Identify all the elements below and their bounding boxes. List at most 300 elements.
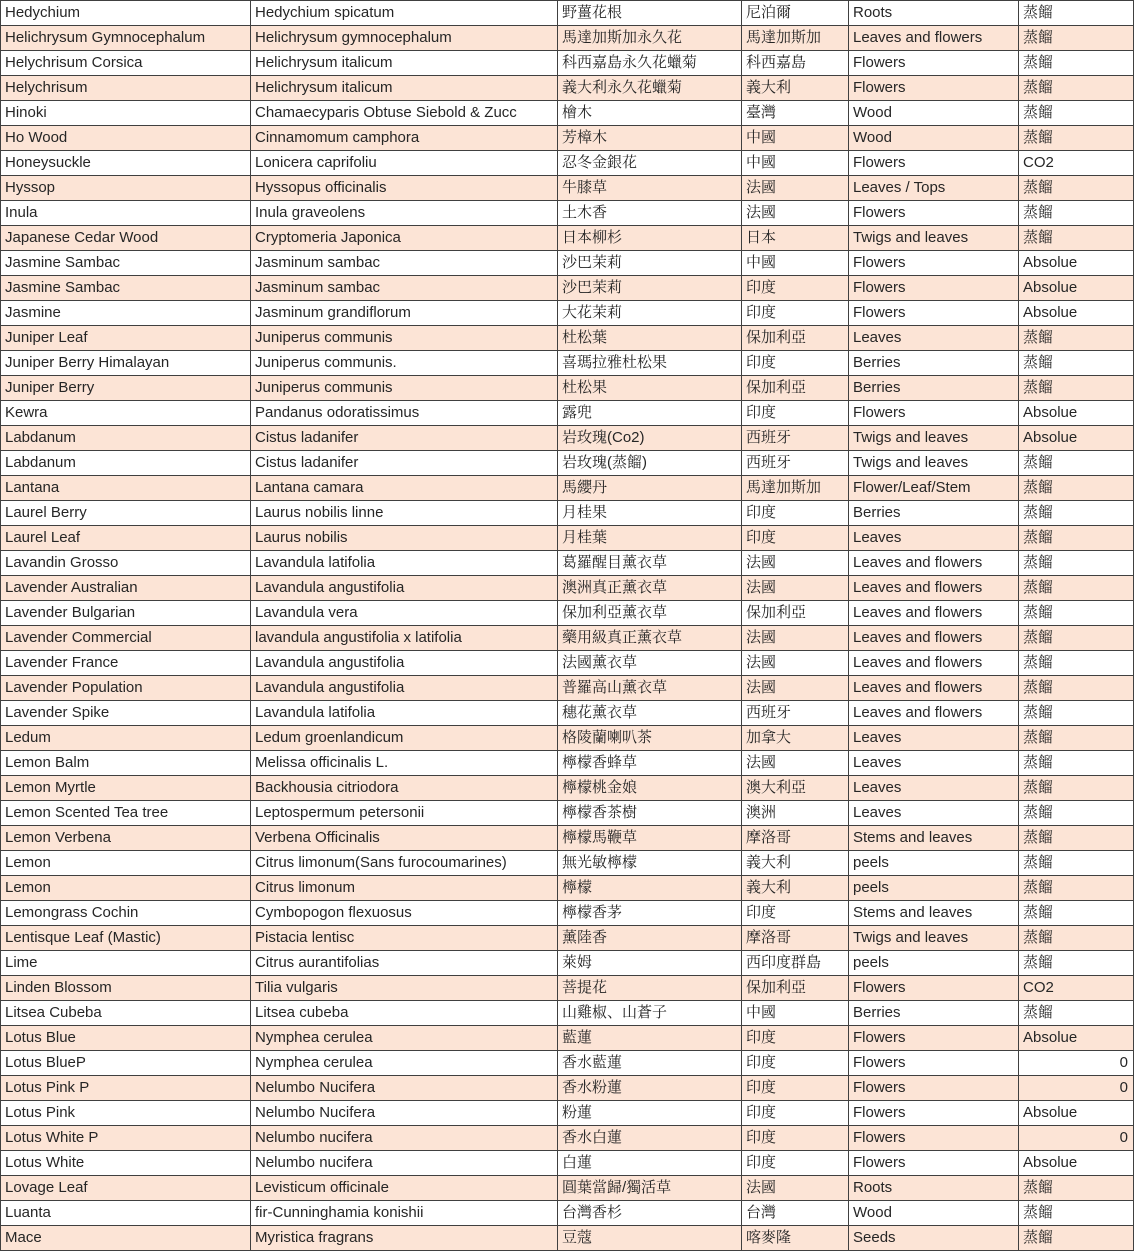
cell-plant-part[interactable]: Flowers [849, 1076, 1019, 1101]
cell-origin-country[interactable]: 義大利 [742, 76, 849, 101]
cell-extraction-method[interactable]: 蒸餾 [1019, 801, 1134, 826]
cell-common-name[interactable]: Lentisque Leaf (Mastic) [1, 926, 251, 951]
cell-plant-part[interactable]: Leaves [849, 751, 1019, 776]
cell-chinese-name[interactable]: 藍蓮 [558, 1026, 742, 1051]
cell-extraction-method[interactable]: 蒸餾 [1019, 551, 1134, 576]
cell-extraction-method[interactable]: 蒸餾 [1019, 126, 1134, 151]
cell-botanical-name[interactable]: Citrus limonum [251, 876, 558, 901]
cell-extraction-method[interactable]: 蒸餾 [1019, 76, 1134, 101]
cell-chinese-name[interactable]: 沙巴茉莉 [558, 276, 742, 301]
cell-chinese-name[interactable]: 白蓮 [558, 1151, 742, 1176]
cell-botanical-name[interactable]: Verbena Officinalis [251, 826, 558, 851]
cell-botanical-name[interactable]: Pistacia lentisc [251, 926, 558, 951]
cell-botanical-name[interactable]: Nymphea cerulea [251, 1051, 558, 1076]
cell-common-name[interactable]: Helychrisum Corsica [1, 51, 251, 76]
cell-origin-country[interactable]: 加拿大 [742, 726, 849, 751]
cell-botanical-name[interactable]: Myristica fragrans [251, 1226, 558, 1251]
cell-extraction-method[interactable]: 蒸餾 [1019, 101, 1134, 126]
cell-extraction-method[interactable]: Absolue [1019, 301, 1134, 326]
cell-extraction-method[interactable]: 蒸餾 [1019, 226, 1134, 251]
cell-botanical-name[interactable]: Jasminum grandiflorum [251, 301, 558, 326]
cell-common-name[interactable]: Lotus White P [1, 1126, 251, 1151]
cell-plant-part[interactable]: Stems and leaves [849, 901, 1019, 926]
cell-botanical-name[interactable]: Nelumbo Nucifera [251, 1101, 558, 1126]
cell-botanical-name[interactable]: Levisticum officinale [251, 1176, 558, 1201]
cell-plant-part[interactable]: Berries [849, 351, 1019, 376]
cell-origin-country[interactable]: 印度 [742, 351, 849, 376]
cell-plant-part[interactable]: peels [849, 876, 1019, 901]
cell-chinese-name[interactable]: 台灣香杉 [558, 1201, 742, 1226]
cell-botanical-name[interactable]: Melissa officinalis L. [251, 751, 558, 776]
cell-common-name[interactable]: Lavender Spike [1, 701, 251, 726]
cell-botanical-name[interactable]: Cinnamomum camphora [251, 126, 558, 151]
cell-botanical-name[interactable]: Inula graveolens [251, 201, 558, 226]
cell-origin-country[interactable]: 西印度群島 [742, 951, 849, 976]
cell-plant-part[interactable]: Leaves and flowers [849, 26, 1019, 51]
cell-botanical-name[interactable]: Citrus limonum(Sans furocoumarines) [251, 851, 558, 876]
cell-chinese-name[interactable]: 萊姆 [558, 951, 742, 976]
cell-extraction-method[interactable]: Absolue [1019, 276, 1134, 301]
cell-plant-part[interactable]: Stems and leaves [849, 826, 1019, 851]
cell-common-name[interactable]: Lavender Bulgarian [1, 601, 251, 626]
cell-chinese-name[interactable]: 檜木 [558, 101, 742, 126]
cell-origin-country[interactable]: 印度 [742, 526, 849, 551]
cell-extraction-method[interactable]: 蒸餾 [1019, 851, 1134, 876]
cell-origin-country[interactable]: 澳大利亞 [742, 776, 849, 801]
cell-chinese-name[interactable]: 圓葉當歸/獨活草 [558, 1176, 742, 1201]
cell-plant-part[interactable]: Twigs and leaves [849, 226, 1019, 251]
cell-origin-country[interactable]: 中國 [742, 151, 849, 176]
cell-botanical-name[interactable]: Backhousia citriodora [251, 776, 558, 801]
cell-common-name[interactable]: Lavandin Grosso [1, 551, 251, 576]
cell-common-name[interactable]: Mace [1, 1226, 251, 1251]
cell-botanical-name[interactable]: Hyssopus officinalis [251, 176, 558, 201]
cell-plant-part[interactable]: Flowers [849, 1051, 1019, 1076]
cell-chinese-name[interactable]: 粉蓮 [558, 1101, 742, 1126]
cell-origin-country[interactable]: 法國 [742, 551, 849, 576]
cell-plant-part[interactable]: peels [849, 851, 1019, 876]
cell-common-name[interactable]: Lemon [1, 876, 251, 901]
cell-chinese-name[interactable]: 薰陸香 [558, 926, 742, 951]
cell-extraction-method[interactable]: 蒸餾 [1019, 701, 1134, 726]
cell-plant-part[interactable]: Flowers [849, 151, 1019, 176]
cell-botanical-name[interactable]: Tilia vulgaris [251, 976, 558, 1001]
cell-common-name[interactable]: Hyssop [1, 176, 251, 201]
cell-chinese-name[interactable]: 香水白蓮 [558, 1126, 742, 1151]
cell-common-name[interactable]: Inula [1, 201, 251, 226]
cell-extraction-method[interactable]: 蒸餾 [1019, 901, 1134, 926]
cell-plant-part[interactable]: Flowers [849, 51, 1019, 76]
cell-extraction-method[interactable]: 蒸餾 [1019, 1201, 1134, 1226]
cell-extraction-method[interactable]: CO2 [1019, 976, 1134, 1001]
cell-chinese-name[interactable]: 檸檬香茅 [558, 901, 742, 926]
cell-extraction-method[interactable]: Absolue [1019, 1026, 1134, 1051]
cell-origin-country[interactable]: 印度 [742, 1076, 849, 1101]
cell-extraction-method[interactable]: 蒸餾 [1019, 626, 1134, 651]
cell-plant-part[interactable]: Flowers [849, 1101, 1019, 1126]
cell-chinese-name[interactable]: 杜松果 [558, 376, 742, 401]
cell-botanical-name[interactable]: Helichrysum italicum [251, 76, 558, 101]
cell-botanical-name[interactable]: Lavandula latifolia [251, 551, 558, 576]
cell-common-name[interactable]: Jasmine Sambac [1, 276, 251, 301]
cell-plant-part[interactable]: Seeds [849, 1226, 1019, 1251]
cell-plant-part[interactable]: Berries [849, 376, 1019, 401]
cell-chinese-name[interactable]: 無光敏檸檬 [558, 851, 742, 876]
cell-botanical-name[interactable]: Nelumbo nucifera [251, 1126, 558, 1151]
cell-origin-country[interactable]: 義大利 [742, 851, 849, 876]
cell-extraction-method[interactable]: 蒸餾 [1019, 951, 1134, 976]
cell-extraction-method[interactable]: Absolue [1019, 1151, 1134, 1176]
cell-common-name[interactable]: Laurel Berry [1, 501, 251, 526]
cell-common-name[interactable]: Juniper Leaf [1, 326, 251, 351]
cell-plant-part[interactable]: peels [849, 951, 1019, 976]
cell-botanical-name[interactable]: Lavandula angustifolia [251, 676, 558, 701]
cell-origin-country[interactable]: 法國 [742, 651, 849, 676]
cell-chinese-name[interactable]: 香水粉蓮 [558, 1076, 742, 1101]
cell-common-name[interactable]: Honeysuckle [1, 151, 251, 176]
cell-plant-part[interactable]: Leaves [849, 526, 1019, 551]
cell-botanical-name[interactable]: Nelumbo Nucifera [251, 1076, 558, 1101]
cell-botanical-name[interactable]: Cymbopogon flexuosus [251, 901, 558, 926]
cell-origin-country[interactable]: 保加利亞 [742, 326, 849, 351]
cell-chinese-name[interactable]: 牛膝草 [558, 176, 742, 201]
cell-common-name[interactable]: Lotus Pink P [1, 1076, 251, 1101]
cell-origin-country[interactable]: 印度 [742, 401, 849, 426]
cell-botanical-name[interactable]: Juniperus communis. [251, 351, 558, 376]
cell-plant-part[interactable]: Flowers [849, 201, 1019, 226]
cell-origin-country[interactable]: 日本 [742, 226, 849, 251]
cell-chinese-name[interactable]: 澳洲真正薰衣草 [558, 576, 742, 601]
cell-extraction-method[interactable]: Absolue [1019, 1101, 1134, 1126]
cell-botanical-name[interactable]: Leptospermum petersonii [251, 801, 558, 826]
cell-common-name[interactable]: Lotus Blue [1, 1026, 251, 1051]
cell-extraction-method[interactable]: 蒸餾 [1019, 926, 1134, 951]
cell-botanical-name[interactable]: Lavandula vera [251, 601, 558, 626]
cell-extraction-method[interactable]: 蒸餾 [1019, 601, 1134, 626]
cell-chinese-name[interactable]: 露兜 [558, 401, 742, 426]
cell-origin-country[interactable]: 法國 [742, 751, 849, 776]
cell-common-name[interactable]: Lotus White [1, 1151, 251, 1176]
cell-extraction-method[interactable]: 0 [1019, 1126, 1134, 1151]
cell-plant-part[interactable]: Leaves and flowers [849, 601, 1019, 626]
cell-extraction-method[interactable]: 蒸餾 [1019, 676, 1134, 701]
cell-origin-country[interactable]: 西班牙 [742, 426, 849, 451]
cell-extraction-method[interactable]: 蒸餾 [1019, 176, 1134, 201]
cell-common-name[interactable]: Juniper Berry Himalayan [1, 351, 251, 376]
cell-plant-part[interactable]: Flowers [849, 976, 1019, 1001]
cell-chinese-name[interactable]: 喜瑪拉雅杜松果 [558, 351, 742, 376]
cell-extraction-method[interactable]: 蒸餾 [1019, 376, 1134, 401]
cell-botanical-name[interactable]: Laurus nobilis [251, 526, 558, 551]
cell-chinese-name[interactable]: 葛羅醒目薰衣草 [558, 551, 742, 576]
cell-plant-part[interactable]: Wood [849, 1201, 1019, 1226]
cell-common-name[interactable]: Hedychium [1, 1, 251, 26]
cell-chinese-name[interactable]: 檸檬香蜂草 [558, 751, 742, 776]
cell-origin-country[interactable]: 義大利 [742, 876, 849, 901]
cell-common-name[interactable]: Japanese Cedar Wood [1, 226, 251, 251]
cell-extraction-method[interactable]: 蒸餾 [1019, 1001, 1134, 1026]
cell-origin-country[interactable]: 印度 [742, 1101, 849, 1126]
cell-plant-part[interactable]: Wood [849, 101, 1019, 126]
cell-origin-country[interactable]: 喀麥隆 [742, 1226, 849, 1251]
cell-botanical-name[interactable]: Pandanus odoratissimus [251, 401, 558, 426]
cell-common-name[interactable]: Lemon Myrtle [1, 776, 251, 801]
cell-plant-part[interactable]: Leaves and flowers [849, 551, 1019, 576]
cell-botanical-name[interactable]: Hedychium spicatum [251, 1, 558, 26]
cell-common-name[interactable]: Lemon [1, 851, 251, 876]
cell-extraction-method[interactable]: 蒸餾 [1019, 201, 1134, 226]
cell-common-name[interactable]: Lemongrass Cochin [1, 901, 251, 926]
cell-plant-part[interactable]: Twigs and leaves [849, 451, 1019, 476]
cell-chinese-name[interactable]: 菩提花 [558, 976, 742, 1001]
cell-common-name[interactable]: Lavender Australian [1, 576, 251, 601]
cell-origin-country[interactable]: 科西嘉島 [742, 51, 849, 76]
cell-chinese-name[interactable]: 馬達加斯加永久花 [558, 26, 742, 51]
cell-common-name[interactable]: Labdanum [1, 426, 251, 451]
cell-chinese-name[interactable]: 檸檬馬鞭草 [558, 826, 742, 851]
cell-botanical-name[interactable]: Lonicera caprifoliu [251, 151, 558, 176]
cell-common-name[interactable]: Ho Wood [1, 126, 251, 151]
cell-plant-part[interactable]: Berries [849, 501, 1019, 526]
cell-origin-country[interactable]: 尼泊爾 [742, 1, 849, 26]
cell-botanical-name[interactable]: fir-Cunninghamia konishii [251, 1201, 558, 1226]
cell-extraction-method[interactable]: 蒸餾 [1019, 776, 1134, 801]
cell-botanical-name[interactable]: Lavandula angustifolia [251, 576, 558, 601]
cell-common-name[interactable]: Linden Blossom [1, 976, 251, 1001]
cell-plant-part[interactable]: Flowers [849, 276, 1019, 301]
cell-botanical-name[interactable]: Citrus aurantifolias [251, 951, 558, 976]
cell-origin-country[interactable]: 澳洲 [742, 801, 849, 826]
cell-chinese-name[interactable]: 土木香 [558, 201, 742, 226]
cell-origin-country[interactable]: 印度 [742, 276, 849, 301]
cell-plant-part[interactable]: Leaves and flowers [849, 676, 1019, 701]
cell-origin-country[interactable]: 印度 [742, 1126, 849, 1151]
cell-botanical-name[interactable]: Lantana camara [251, 476, 558, 501]
cell-plant-part[interactable]: Twigs and leaves [849, 426, 1019, 451]
cell-plant-part[interactable]: Leaves [849, 776, 1019, 801]
cell-plant-part[interactable]: Flowers [849, 401, 1019, 426]
cell-common-name[interactable]: Lavender France [1, 651, 251, 676]
cell-extraction-method[interactable]: 蒸餾 [1019, 1226, 1134, 1251]
cell-chinese-name[interactable]: 大花茉莉 [558, 301, 742, 326]
cell-chinese-name[interactable]: 芳樟木 [558, 126, 742, 151]
cell-extraction-method[interactable]: 蒸餾 [1019, 1176, 1134, 1201]
cell-plant-part[interactable]: Flowers [849, 76, 1019, 101]
cell-origin-country[interactable]: 印度 [742, 501, 849, 526]
cell-common-name[interactable]: Luanta [1, 1201, 251, 1226]
cell-common-name[interactable]: Lime [1, 951, 251, 976]
cell-origin-country[interactable]: 法國 [742, 1176, 849, 1201]
cell-extraction-method[interactable]: 蒸餾 [1019, 26, 1134, 51]
cell-origin-country[interactable]: 馬達加斯加 [742, 26, 849, 51]
cell-extraction-method[interactable]: 蒸餾 [1019, 51, 1134, 76]
cell-origin-country[interactable]: 保加利亞 [742, 976, 849, 1001]
cell-botanical-name[interactable]: Ledum groenlandicum [251, 726, 558, 751]
cell-common-name[interactable]: Lemon Verbena [1, 826, 251, 851]
cell-extraction-method[interactable]: 0 [1019, 1076, 1134, 1101]
cell-origin-country[interactable]: 台灣 [742, 1201, 849, 1226]
cell-origin-country[interactable]: 印度 [742, 1151, 849, 1176]
cell-botanical-name[interactable]: Jasminum sambac [251, 251, 558, 276]
cell-plant-part[interactable]: Twigs and leaves [849, 926, 1019, 951]
cell-botanical-name[interactable]: Helichrysum gymnocephalum [251, 26, 558, 51]
cell-common-name[interactable]: Jasmine [1, 301, 251, 326]
cell-common-name[interactable]: Lavender Population [1, 676, 251, 701]
cell-chinese-name[interactable]: 香水藍蓮 [558, 1051, 742, 1076]
cell-botanical-name[interactable]: Laurus nobilis linne [251, 501, 558, 526]
cell-chinese-name[interactable]: 岩玫瑰(蒸餾) [558, 451, 742, 476]
cell-extraction-method[interactable]: 蒸餾 [1019, 576, 1134, 601]
cell-plant-part[interactable]: Flowers [849, 301, 1019, 326]
cell-botanical-name[interactable]: Cryptomeria Japonica [251, 226, 558, 251]
cell-chinese-name[interactable]: 法國薰衣草 [558, 651, 742, 676]
cell-plant-part[interactable]: Wood [849, 126, 1019, 151]
cell-origin-country[interactable]: 西班牙 [742, 451, 849, 476]
cell-chinese-name[interactable]: 日本柳杉 [558, 226, 742, 251]
cell-plant-part[interactable]: Leaves and flowers [849, 701, 1019, 726]
cell-botanical-name[interactable]: Jasminum sambac [251, 276, 558, 301]
cell-origin-country[interactable]: 印度 [742, 901, 849, 926]
cell-plant-part[interactable]: Leaves [849, 326, 1019, 351]
cell-origin-country[interactable]: 保加利亞 [742, 376, 849, 401]
cell-extraction-method[interactable]: 蒸餾 [1019, 651, 1134, 676]
cell-extraction-method[interactable]: 蒸餾 [1019, 751, 1134, 776]
cell-common-name[interactable]: Helychrisum [1, 76, 251, 101]
cell-extraction-method[interactable]: Absolue [1019, 251, 1134, 276]
cell-extraction-method[interactable]: 蒸餾 [1019, 876, 1134, 901]
cell-chinese-name[interactable]: 格陵蘭喇叭茶 [558, 726, 742, 751]
cell-chinese-name[interactable]: 忍冬金銀花 [558, 151, 742, 176]
cell-plant-part[interactable]: Leaves [849, 801, 1019, 826]
cell-botanical-name[interactable]: Cistus ladanifer [251, 426, 558, 451]
cell-origin-country[interactable]: 中國 [742, 1001, 849, 1026]
cell-botanical-name[interactable]: Juniperus communis [251, 326, 558, 351]
cell-common-name[interactable]: Labdanum [1, 451, 251, 476]
cell-plant-part[interactable]: Leaves and flowers [849, 626, 1019, 651]
cell-chinese-name[interactable]: 科西嘉島永久花蠟菊 [558, 51, 742, 76]
cell-chinese-name[interactable]: 普羅高山薰衣草 [558, 676, 742, 701]
cell-botanical-name[interactable]: Litsea cubeba [251, 1001, 558, 1026]
cell-common-name[interactable]: Lemon Scented Tea tree [1, 801, 251, 826]
cell-chinese-name[interactable]: 山雞椒、山蒼子 [558, 1001, 742, 1026]
cell-origin-country[interactable]: 馬達加斯加 [742, 476, 849, 501]
cell-origin-country[interactable]: 中國 [742, 251, 849, 276]
cell-chinese-name[interactable]: 杜松葉 [558, 326, 742, 351]
cell-plant-part[interactable]: Leaves / Tops [849, 176, 1019, 201]
cell-origin-country[interactable]: 法國 [742, 626, 849, 651]
cell-plant-part[interactable]: Roots [849, 1176, 1019, 1201]
cell-common-name[interactable]: Lantana [1, 476, 251, 501]
cell-plant-part[interactable]: Leaves and flowers [849, 651, 1019, 676]
cell-common-name[interactable]: Litsea Cubeba [1, 1001, 251, 1026]
cell-origin-country[interactable]: 印度 [742, 301, 849, 326]
cell-plant-part[interactable]: Berries [849, 1001, 1019, 1026]
cell-origin-country[interactable]: 臺灣 [742, 101, 849, 126]
cell-common-name[interactable]: Kewra [1, 401, 251, 426]
cell-origin-country[interactable]: 法國 [742, 576, 849, 601]
cell-chinese-name[interactable]: 野薑花根 [558, 1, 742, 26]
cell-extraction-method[interactable]: 蒸餾 [1019, 326, 1134, 351]
cell-botanical-name[interactable]: Cistus ladanifer [251, 451, 558, 476]
cell-origin-country[interactable]: 印度 [742, 1051, 849, 1076]
cell-common-name[interactable]: Hinoki [1, 101, 251, 126]
cell-botanical-name[interactable]: Lavandula angustifolia [251, 651, 558, 676]
cell-chinese-name[interactable]: 保加利亞薰衣草 [558, 601, 742, 626]
cell-botanical-name[interactable]: Nymphea cerulea [251, 1026, 558, 1051]
cell-common-name[interactable]: Juniper Berry [1, 376, 251, 401]
cell-botanical-name[interactable]: Nelumbo nucifera [251, 1151, 558, 1176]
cell-chinese-name[interactable]: 月桂果 [558, 501, 742, 526]
cell-chinese-name[interactable]: 藥用級真正薰衣草 [558, 626, 742, 651]
cell-origin-country[interactable]: 法國 [742, 676, 849, 701]
cell-botanical-name[interactable]: lavandula angustifolia x latifolia [251, 626, 558, 651]
cell-plant-part[interactable]: Roots [849, 1, 1019, 26]
cell-extraction-method[interactable]: 蒸餾 [1019, 726, 1134, 751]
cell-extraction-method[interactable]: 蒸餾 [1019, 476, 1134, 501]
cell-botanical-name[interactable]: Helichrysum italicum [251, 51, 558, 76]
cell-chinese-name[interactable]: 檸檬 [558, 876, 742, 901]
cell-origin-country[interactable]: 西班牙 [742, 701, 849, 726]
cell-extraction-method[interactable]: Absolue [1019, 401, 1134, 426]
cell-botanical-name[interactable]: Chamaecyparis Obtuse Siebold & Zucc [251, 101, 558, 126]
cell-chinese-name[interactable]: 馬纓丹 [558, 476, 742, 501]
cell-plant-part[interactable]: Leaves [849, 726, 1019, 751]
cell-chinese-name[interactable]: 義大利永久花蠟菊 [558, 76, 742, 101]
cell-chinese-name[interactable]: 豆蔻 [558, 1226, 742, 1251]
cell-plant-part[interactable]: Flowers [849, 1126, 1019, 1151]
cell-extraction-method[interactable]: 蒸餾 [1019, 351, 1134, 376]
cell-chinese-name[interactable]: 沙巴茉莉 [558, 251, 742, 276]
cell-plant-part[interactable]: Leaves and flowers [849, 576, 1019, 601]
cell-extraction-method[interactable]: Absolue [1019, 426, 1134, 451]
cell-common-name[interactable]: Lavender Commercial [1, 626, 251, 651]
cell-origin-country[interactable]: 法國 [742, 176, 849, 201]
cell-extraction-method[interactable]: 蒸餾 [1019, 451, 1134, 476]
cell-common-name[interactable]: Lotus BlueP [1, 1051, 251, 1076]
cell-chinese-name[interactable]: 岩玫瑰(Co2) [558, 426, 742, 451]
cell-origin-country[interactable]: 法國 [742, 201, 849, 226]
cell-common-name[interactable]: Jasmine Sambac [1, 251, 251, 276]
cell-extraction-method[interactable]: 蒸餾 [1019, 501, 1134, 526]
cell-common-name[interactable]: Lovage Leaf [1, 1176, 251, 1201]
cell-common-name[interactable]: Lemon Balm [1, 751, 251, 776]
cell-botanical-name[interactable]: Juniperus communis [251, 376, 558, 401]
cell-origin-country[interactable]: 中國 [742, 126, 849, 151]
cell-plant-part[interactable]: Flowers [849, 1026, 1019, 1051]
cell-botanical-name[interactable]: Lavandula latifolia [251, 701, 558, 726]
cell-origin-country[interactable]: 摩洛哥 [742, 826, 849, 851]
cell-extraction-method[interactable]: 蒸餾 [1019, 1, 1134, 26]
cell-plant-part[interactable]: Flowers [849, 1151, 1019, 1176]
cell-common-name[interactable]: Lotus Pink [1, 1101, 251, 1126]
cell-origin-country[interactable]: 保加利亞 [742, 601, 849, 626]
cell-origin-country[interactable]: 摩洛哥 [742, 926, 849, 951]
cell-plant-part[interactable]: Flower/Leaf/Stem [849, 476, 1019, 501]
cell-plant-part[interactable]: Flowers [849, 251, 1019, 276]
cell-origin-country[interactable]: 印度 [742, 1026, 849, 1051]
cell-chinese-name[interactable]: 檸檬香茶樹 [558, 801, 742, 826]
cell-chinese-name[interactable]: 穗花薰衣草 [558, 701, 742, 726]
cell-common-name[interactable]: Helichrysum Gymnocephalum [1, 26, 251, 51]
cell-common-name[interactable]: Laurel Leaf [1, 526, 251, 551]
cell-chinese-name[interactable]: 月桂葉 [558, 526, 742, 551]
cell-extraction-method[interactable]: 0 [1019, 1051, 1134, 1076]
cell-common-name[interactable]: Ledum [1, 726, 251, 751]
cell-extraction-method[interactable]: 蒸餾 [1019, 526, 1134, 551]
cell-extraction-method[interactable]: CO2 [1019, 151, 1134, 176]
cell-chinese-name[interactable]: 檸檬桃金娘 [558, 776, 742, 801]
cell-extraction-method[interactable]: 蒸餾 [1019, 826, 1134, 851]
